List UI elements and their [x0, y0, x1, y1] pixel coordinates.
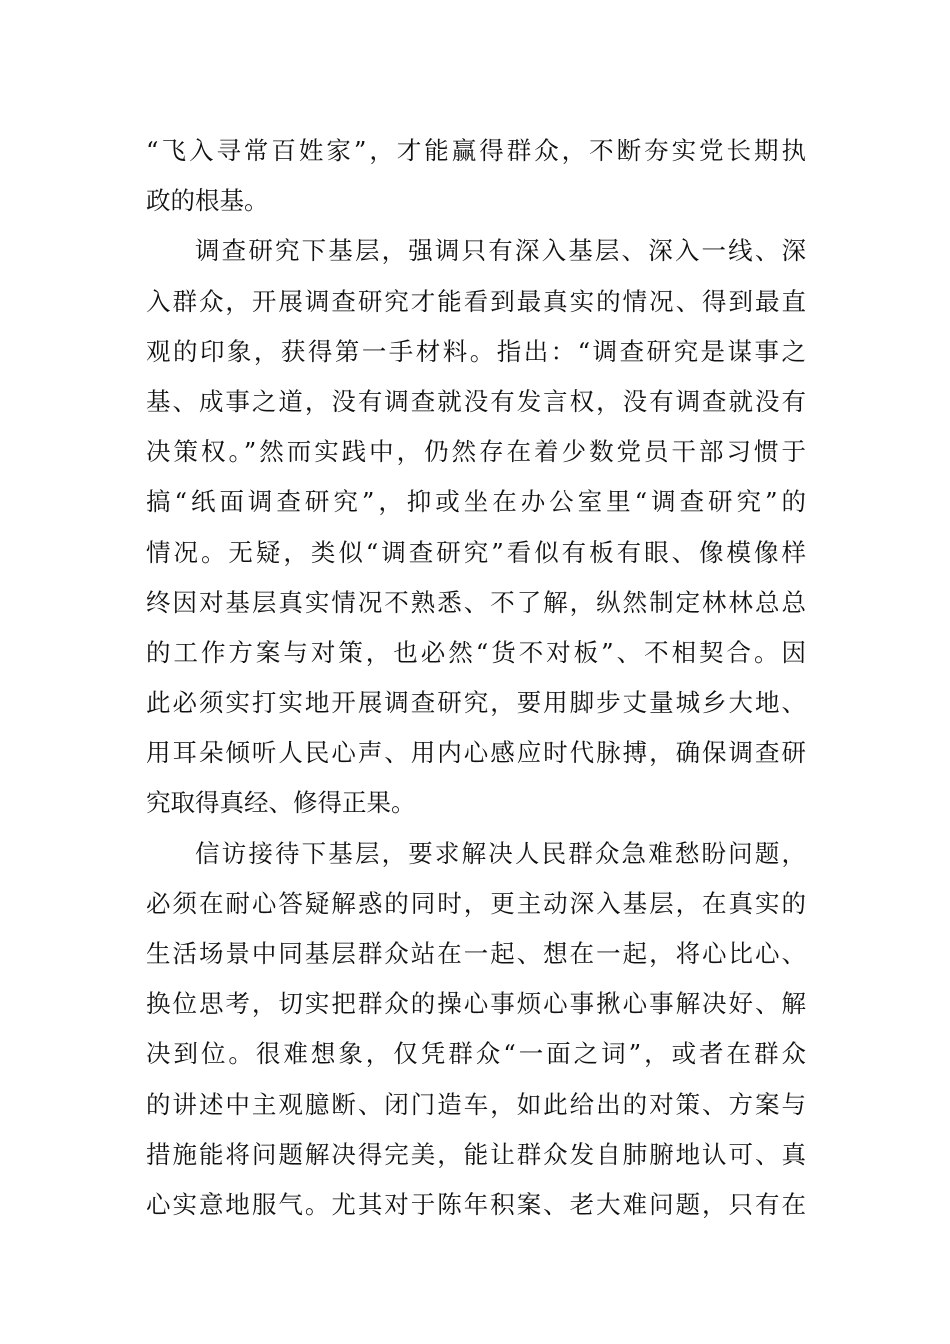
paragraph-3-line-5: 决到位。很难想象，仅凭群众“一面之词”，或者在群众 — [146, 1039, 806, 1069]
paragraph-2-line-11: 用耳朵倾听人民心声、用内心感应时代脉搏，确保调查研 — [146, 738, 806, 768]
paragraph-2-line-10: 此必须实打实地开展调查研究，要用脚步丈量城乡大地、 — [146, 688, 806, 718]
paragraph-3-line-1: 信访接待下基层，要求解决人民群众急难愁盼问题， — [195, 838, 806, 868]
paragraph-1-line-1: “飞入寻常百姓家”，才能赢得群众，不断夯实党长期执 — [146, 136, 806, 165]
paragraph-2-line-5: 决策权。”然而实践中，仍然存在着少数党员干部习惯于 — [146, 437, 806, 467]
paragraph-2-line-12: 究取得真经、修得正果。 — [146, 788, 416, 818]
paragraph-2-line-7: 情况。无疑，类似“调查研究”看似有板有眼、像模像样 — [146, 537, 806, 567]
document-body — [146, 126, 806, 1230]
paragraph-2-line-8: 终因对基层真实情况不熟悉、不了解，纵然制定林林总总 — [146, 587, 806, 617]
paragraph-2-line-1: 调查研究下基层，强调只有深入基层、深入一线、深 — [195, 236, 806, 266]
paragraph-3-line-2: 必须在耐心答疑解惑的同时，更主动深入基层，在真实的 — [146, 888, 806, 918]
paragraph-2-line-6: 搞“纸面调查研究”，抑或坐在办公室里“调查研究”的 — [146, 487, 806, 517]
paragraph-2-line-4: 基、成事之道，没有调查就没有发言权，没有调查就没有 — [146, 386, 806, 416]
paragraph-3-line-3: 生活场景中同基层群众站在一起、想在一起，将心比心、 — [146, 939, 806, 968]
paragraph-3-line-7: 措施能将问题解决得完美，能让群众发自肺腑地认可、真 — [146, 1139, 806, 1169]
paragraph-3-line-6: 的讲述中主观臆断、闭门造车，如此给出的对策、方案与 — [146, 1089, 806, 1119]
paragraph-2-line-9: 的工作方案与对策，也必然“货不对板”、不相契合。因 — [146, 637, 806, 667]
paragraph-2-line-3: 观的印象，获得第一手材料。指出：“调查研究是谋事之 — [146, 336, 806, 366]
paragraph-3-line-4: 换位思考，切实把群众的操心事烦心事揪心事解决好、解 — [146, 989, 806, 1019]
paragraph-1-line-2: 政的根基。 — [146, 186, 269, 216]
paragraph-3-line-8: 心实意地服气。尤其对于陈年积案、老大难问题，只有在 — [146, 1189, 806, 1219]
paragraph-2-line-2: 入群众，开展调查研究才能看到最真实的情况、得到最直 — [146, 286, 806, 316]
